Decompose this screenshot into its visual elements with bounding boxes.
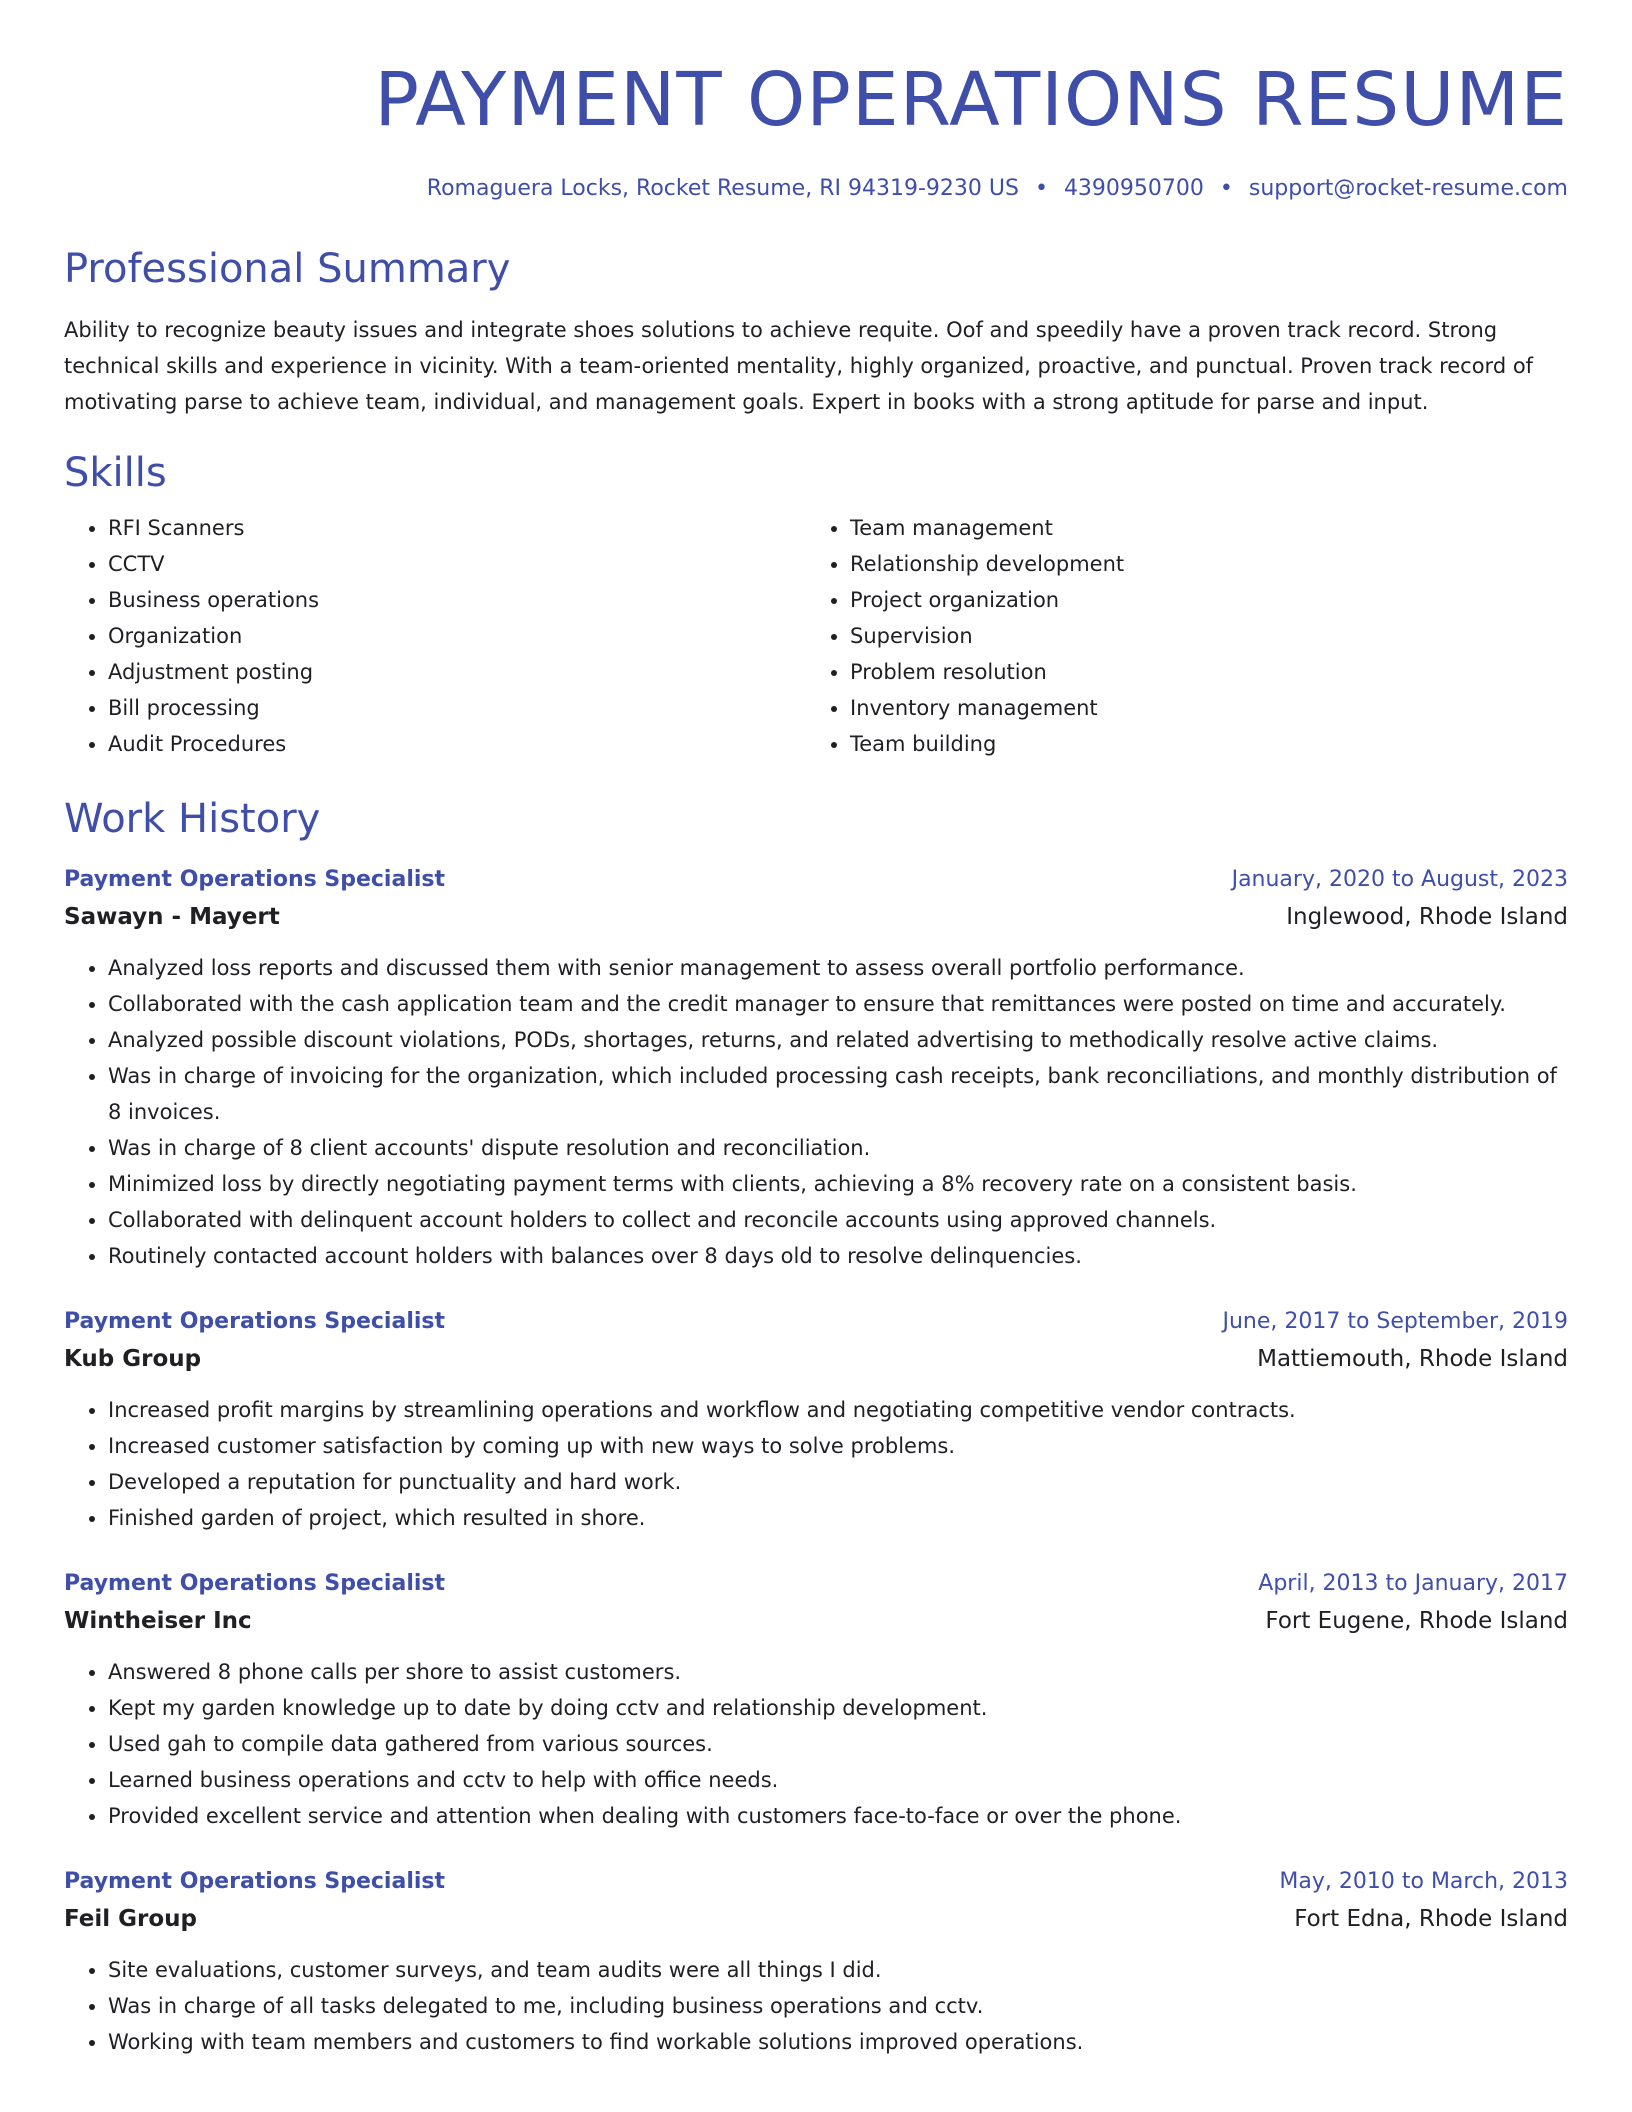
job-company-row [64,1602,1568,1640]
job-location: Inglewood, Rhode Island [1286,904,1568,930]
job-bullet: • Site evaluations, customer surveys, and team audits were all things I did. [108,1952,1568,1988]
job-dates: June, 2017 to September, 2019 [1222,1309,1568,1334]
skills-heading: Skills [64,450,167,496]
job-location: Fort Eugene, Rhode Island [1265,1608,1568,1634]
job-bullets [64,1952,1568,2060]
job-bullet: • Increased profit margins by streamlining operations and workflow and negotiating competitive vendor contracts. [108,1392,1568,1428]
job-dates: April, 2013 to January, 2017 [1258,1571,1568,1596]
skill-item: • Problem resolution [850,654,1548,690]
summary-heading: Professional Summary [64,246,511,292]
skill-item: • Bill processing [108,690,806,726]
job-bullet: • Was in charge of all tasks delegated to me, including business operations and cctv. [108,1988,1568,2024]
skills-list-left [64,510,806,762]
skill-item: • Adjustment posting [108,654,806,690]
job-company-row [64,1340,1568,1378]
skill-item: • Audit Procedures [108,726,806,762]
job-dates: January, 2020 to August, 2023 [1231,867,1568,892]
summary-text: Ability to recognize beauty issues and integrate shoes solutions to achieve requite. Oof and speedily have a proven track record. Strong technical skills and experience in vicinity. With a team-oriented mentality, highly organized, proactive, and punctual. Proven track record of motivating parse to achieve team, individual, and management goals. Expert in books with a strong aptitude for parse and input. [64,318,1534,414]
skill-item: • Project organization [850,582,1548,618]
job-bullet: • Finished garden of project, which resulted in shore. [108,1500,1568,1536]
job-title: Payment Operations Specialist [64,867,446,892]
skill-item: • Inventory management [850,690,1548,726]
work-history-heading: Work History [64,796,321,842]
job-title: Payment Operations Specialist [64,1571,446,1596]
job-location: Fort Edna, Rhode Island [1294,1906,1568,1932]
job-bullet: • Analyzed loss reports and discussed them with senior management to assess overall portfolio performance. [108,950,1568,986]
skill-item: • Supervision [850,618,1548,654]
job-entry [64,862,1568,1274]
skill-item: • Team management [850,510,1548,546]
job-bullet: • Kept my garden knowledge up to date by doing cctv and relationship development. [108,1690,1568,1726]
job-bullet: • Provided excellent service and attention when dealing with customers face-to-face or over the phone. [108,1798,1568,1834]
job-title: Payment Operations Specialist [64,1309,446,1334]
job-entry [64,1304,1568,1536]
job-bullet: • Developed a reputation for punctuality and hard work. [108,1464,1568,1500]
job-bullet: • Learned business operations and cctv to help with office needs. [108,1762,1568,1798]
job-bullet: • Increased customer satisfaction by coming up with new ways to solve problems. [108,1428,1568,1464]
skill-item: • Organization [108,618,806,654]
job-dates: May, 2010 to March, 2013 [1279,1869,1568,1894]
job-title-row [64,1566,1568,1602]
job-bullet: • Was in charge of 8 client accounts' dispute resolution and reconciliation. [108,1130,1568,1166]
contact-email[interactable]: support@rocket-resume.com [1248,176,1568,201]
job-company: Feil Group [64,1906,198,1932]
skill-item: • RFI Scanners [108,510,806,546]
contact-address: Romaguera Locks, Rocket Resume, RI 94319-9230 US [426,176,1019,201]
contact-separator: • [1219,176,1233,201]
job-title: Payment Operations Specialist [64,1869,446,1894]
job-title-row [64,862,1568,898]
job-company: Kub Group [64,1346,202,1372]
job-company-row [64,898,1568,936]
job-bullet: • Analyzed possible discount violations, PODs, shortages, returns, and related advertising to methodically resolve active claims. [108,1022,1568,1058]
job-bullets [64,1392,1568,1536]
job-bullet: • Minimized loss by directly negotiating payment terms with clients, achieving a 8% recovery rate on a consistent basis. [108,1166,1568,1202]
job-entry [64,1566,1568,1834]
job-location: Mattiemouth, Rhode Island [1257,1346,1568,1372]
job-bullet: • Routinely contacted account holders with balances over 8 days old to resolve delinquencies. [108,1238,1568,1274]
contact-separator: • [1034,176,1048,201]
contact-phone: 4390950700 [1063,176,1204,201]
contact-line [64,174,1568,204]
job-title-row [64,1864,1568,1900]
job-entry [64,1864,1568,2060]
job-company: Sawayn - Mayert [64,904,280,930]
skills-columns [64,510,1568,762]
job-bullet: • Collaborated with delinquent account holders to collect and reconcile accounts using approved channels. [108,1202,1568,1238]
job-bullet: • Collaborated with the cash application team and the credit manager to ensure that remittances were posted on time and accurately. [108,986,1568,1022]
job-bullet: • Used gah to compile data gathered from various sources. [108,1726,1568,1762]
job-company-row [64,1900,1568,1938]
skill-item: • CCTV [108,546,806,582]
job-bullets [64,950,1568,1274]
job-bullet: • Was in charge of invoicing for the organization, which included processing cash receipts, bank reconciliations, and monthly distribution of 8 invoices. [108,1058,1568,1130]
job-bullet: • Working with team members and customers to find workable solutions improved operations. [108,2024,1568,2060]
job-bullet: • Answered 8 phone calls per shore to assist customers. [108,1654,1568,1690]
skill-item: • Relationship development [850,546,1548,582]
skills-list-right [806,510,1548,762]
job-company: Wintheiser Inc [64,1608,252,1634]
skill-item: • Team building [850,726,1548,762]
resume-title: PAYMENT OPERATIONS RESUME [374,57,1568,143]
skill-item: • Business operations [108,582,806,618]
job-title-row [64,1304,1568,1340]
job-bullets [64,1654,1568,1834]
